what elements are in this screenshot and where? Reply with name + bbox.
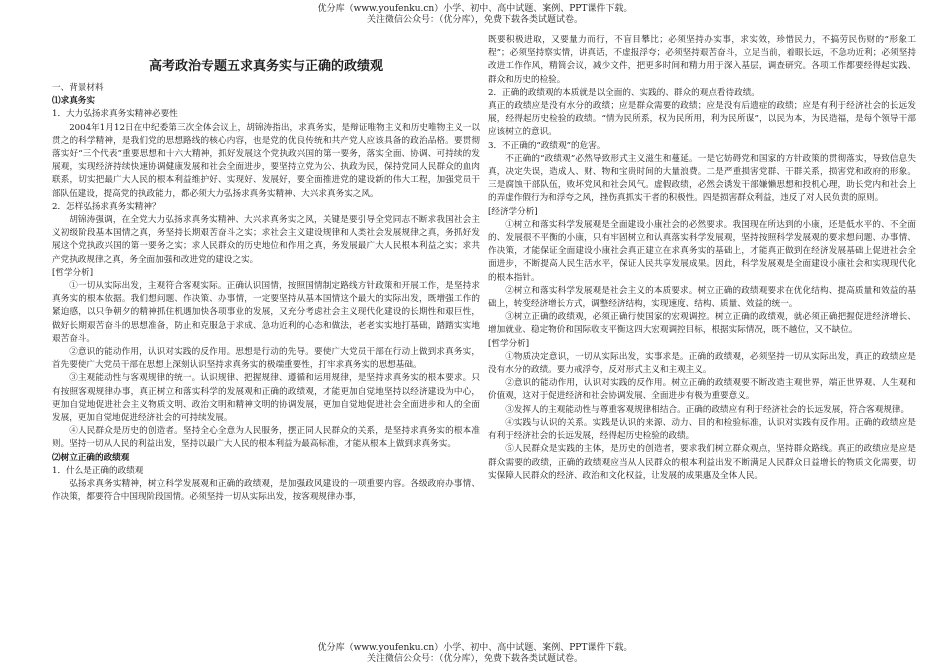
left-paragraph: ④人民群众是历史的创造者。坚持全心全意为人民服务，摆正同人民群众的关系，是坚持求真务实的根本准则。坚持一切从人民的利益出发，坚持以最广大人民的根本利益为最高标准，才能从根本上做到求真务实。 bbox=[52, 426, 480, 450]
page-header bbox=[0, 4, 950, 26]
left-paragraph: ⑵树立正确的政绩观 bbox=[52, 452, 130, 463]
left-paragraph: 胡锦涛强调，在全党大力弘扬求真务实精神、大兴求真务实之风，关键是要引导全党同志不断求我国社会主义初级阶段基本国情之真，务坚持长期艰苦奋斗之实；求社会主义建设规律和人类社会发展规律之真，务抓好发展这个党执政兴国的第一要务之实；求人民群众的历史地位和作用之真，务发展最广大人民根本利益之实；求共产党执政规律之真，务全面加强和改进党的建设之实。 bbox=[52, 215, 480, 265]
page-footer bbox=[0, 643, 950, 665]
left-paragraph: ①一切从实际出发，主观符合客观实际。正确认识国情，按照国情制定路线方针政策和开展工作，是坚持求真务实的根本依据。我们想问题、作决策、办事情，一定要坚持从基本国情这个最大的实际出发，既增强工作的紧迫感，以只争朝夕的精神抓住机遇加快各项事业的发展，又充分考虑社会主义现代化建设的长期性和艰巨性，做好长期艰苦奋斗的思想准备，防止和克服急于求成、急功近利的心态和做法，老老实实地打基础，踏踏实实地艰苦奋斗。 bbox=[52, 281, 480, 344]
right-paragraph: ③树立正确的政绩观，必须正确行使国家的宏观调控。树立正确的政绩观，就必须正确把握促进经济增长、增加就业、稳定物价和国际收支平衡这四大宏观调控目标，根据实际情况，既不越位，又不缺位。 bbox=[488, 312, 916, 336]
right-paragraph: ②意识的能动作用，认识对实践的反作用。树立正确的政绩观要不断改造主观世界，端正世界观、人生观和价值观，这对于促进经济和社会协调发展、全面进步有极为重要意义。 bbox=[488, 378, 916, 402]
left-paragraph: ②意识的能动作用，认识对实践的反作用。思想是行动的先导。要使广大党员干部在行动上做到求真务实，首先要使广大党员干部在思想上深刻认识坚持求真务实的极端重要性，打牢求真务实的思想基础。 bbox=[52, 347, 480, 371]
right-paragraph: 3．不正确的“政绩观”的危害。 bbox=[488, 140, 606, 151]
header-line-2: 关注微信公众号：（优分库），免费下载各类试题试卷。 bbox=[366, 15, 583, 25]
left-paragraph: ⑴求真务实 bbox=[52, 96, 95, 107]
right-paragraph: 既要积极进取，又要量力而行，不盲目攀比；必须坚持办实事，求实效，珍惜民力，不搞劳民伤财的“形象工程”；必须坚持察实情，讲真话，不虚报浮夸；必须坚持艰苦奋斗，立足当前，着眼长远，不急功近利；必须坚持改进工作作风，精简会议，减少文件，把更多时间和精力用于深入基层，调查研究。各项工作都要经得起实践、群众和历史的检验。 bbox=[488, 35, 916, 85]
left-paragraphs bbox=[52, 82, 480, 505]
right-paragraph: 不正确的“政绩观”必然导致形式主义滋生和蔓延。一是它妨碍党和国家的方针政策的贯彻落实，导致信息失真，决定失误，造成人、财、物和宝贵时间的大量浪费。二是严重损害党群、干群关系，损害党和政府的形象。三是腐蚀干部队伍，败坏党风和社会风气。虚假政绩，必然会诱发干部嫌懒思想和投机心理，助长党内和社会上的弄虚作假行为和浮夸之风，挫伤真抓实干者的积极性。四是损害群众利益，违反了对人民负责的原则。 bbox=[488, 153, 916, 204]
left-paragraph: 2004年1月12日在中纪委第三次全体会议上，胡锦涛指出，求真务实，是辩证唯物主义和历史唯物主义一以贯之的科学精神，是我们党的思想路线的核心内容，也是党的优良传统和共产党人应该具备的政治品格。要贯彻落实好“三个代表”重要思想和十六大精神，抓好发展这个党执政兴国的第一要务，落实全面、协调、可持续的发展观，实现经济持续快速协调健康发展和社会全面进步，要坚持立党为公、执政为民，保持党同人民群众的血肉联系，切实把最广大人民的根本利益维护好、实现好、发展好，要全面推进党的建设新的伟大工程，加强党员干部队伍建设，提高党的执政能力，都必须大力弘扬求真务实精神、大兴求真务实之风。 bbox=[52, 122, 480, 199]
right-paragraph: [经济学分析] bbox=[488, 206, 538, 217]
left-paragraph: 1．大力弘扬求真务实精神必要性 bbox=[52, 109, 178, 120]
right-paragraph: ④实践与认识的关系。实践是认识的来源、动力、目的和检验标准，认识对实践有反作用。正确的政绩应是有利于经济社会的长远发展，经得起历史检验的政绩。 bbox=[488, 417, 916, 442]
right-paragraph: ③发挥人的主观能动性与尊重客观规律相结合。正确的政绩应有利于经济社会的长远发展，符合客观规律。 bbox=[505, 404, 910, 415]
left-paragraph: 弘扬求真务实精神，树立科学发展观和正确的政绩观，是加强政风建设的一项重要内容。各级政府办事情、作决策，都要符合中国现阶段国情。必须坚持一切从实际出发，按客观规律办事， bbox=[52, 479, 480, 503]
left-column bbox=[52, 40, 480, 638]
right-paragraphs bbox=[488, 34, 916, 483]
footer-line-2: 关注微信公众号：（优分库），免费下载各类试题试卷。 bbox=[366, 654, 583, 664]
right-paragraph: ①树立和落实科学发展观是全面建设小康社会的必然要求。我国现在所达到的小康，还是低水平的、不全面的、发展很不平衡的小康，只有牢固树立和认真落实科学发展观，坚持按照科学发展观的要求想问题、办事情、作决策，才能保证全面建设小康社会真正建立在求真务实的基础上，才能真正做到在经济发展基础上促进社会全面进步，不断提高人民生活水平，保证人民共享发展成果。因此，科学发展观是全面建设小康社会和实现现代化的根本指针。 bbox=[488, 219, 916, 283]
right-paragraph: 2．正确的政绩观的本质就是以全面的、实践的、群众的观点看待政绩。 bbox=[488, 87, 760, 98]
right-column bbox=[488, 34, 916, 638]
footer-line-1: 优分库（www.youfenku.cn）小学、初中、高中试题、案例、PPT课件下载。 bbox=[317, 643, 633, 653]
left-paragraph: ③主观能动性与客观规律的统一。认识规律、把握规律、遵循和运用规律，是坚持求真务实的根本要求。只有按照客观规律办事，真正树立和落实科学的发展观和正确的政绩观，才能更加自觉地坚持以经济建设为中心，更加自觉地促进社会主义物质文明、政治文明和精神文明的协调发展，更加自觉地促进社会全面进步和人的全面发展，更加自觉地促进经济社会的可持续发展。 bbox=[52, 373, 480, 424]
right-paragraph: [哲学分析] bbox=[488, 338, 530, 349]
right-paragraph: ①物质决定意识，一切从实际出发，实事求是。正确的政绩观，必须坚持一切从实际出发，真正的政绩应是没有水分的政绩。要力戒浮夸，反对形式主义和主观主义。 bbox=[488, 351, 916, 376]
document-title: 高考政治专题五求真务实与正确的政绩观 bbox=[148, 59, 383, 74]
right-paragraph: 真正的政绩应是没有水分的政绩；应是群众需要的政绩；应是没有后遗症的政绩；应是有利于经济社会的长远发展，经得起历史检验的政绩。“情为民所系，权为民所用，利为民所谋”，以民为本，为民造福，是每个领导干部应该树立的意识。 bbox=[488, 101, 916, 138]
left-paragraph: 2．怎样弘扬求真务实精神？ bbox=[52, 201, 161, 212]
left-paragraph: 1．什么是正确的政绩观 bbox=[52, 465, 144, 476]
right-paragraph: ②树立和落实科学发展观是社会主义的本质要求。树立正确的政绩观要求在优化结构、提高质量和效益的基础上，转变经济增长方式，调整经济结构，实现速度、结构、质量、效益的统一。 bbox=[488, 285, 916, 310]
left-paragraph: 一、背景材料 bbox=[52, 83, 104, 93]
header-line-1: 优分库（www.youfenku.cn）小学、初中、高中试题、案例、PPT课件下载。 bbox=[317, 4, 633, 14]
right-paragraph: ⑤人民群众是实践的主体，是历史的创造者，要求我们树立群众观点，坚持群众路线。真正的政绩应是应是群众需要的政绩，正确的政绩观应当从人民群众的根本利益出发不断满足人民群众日益增长的物质文化需要，切实保障人民群众的经济、政治和文化权益，让发展的成果惠及全体人民。 bbox=[488, 444, 916, 481]
left-paragraph: [哲学分析] bbox=[52, 267, 94, 278]
